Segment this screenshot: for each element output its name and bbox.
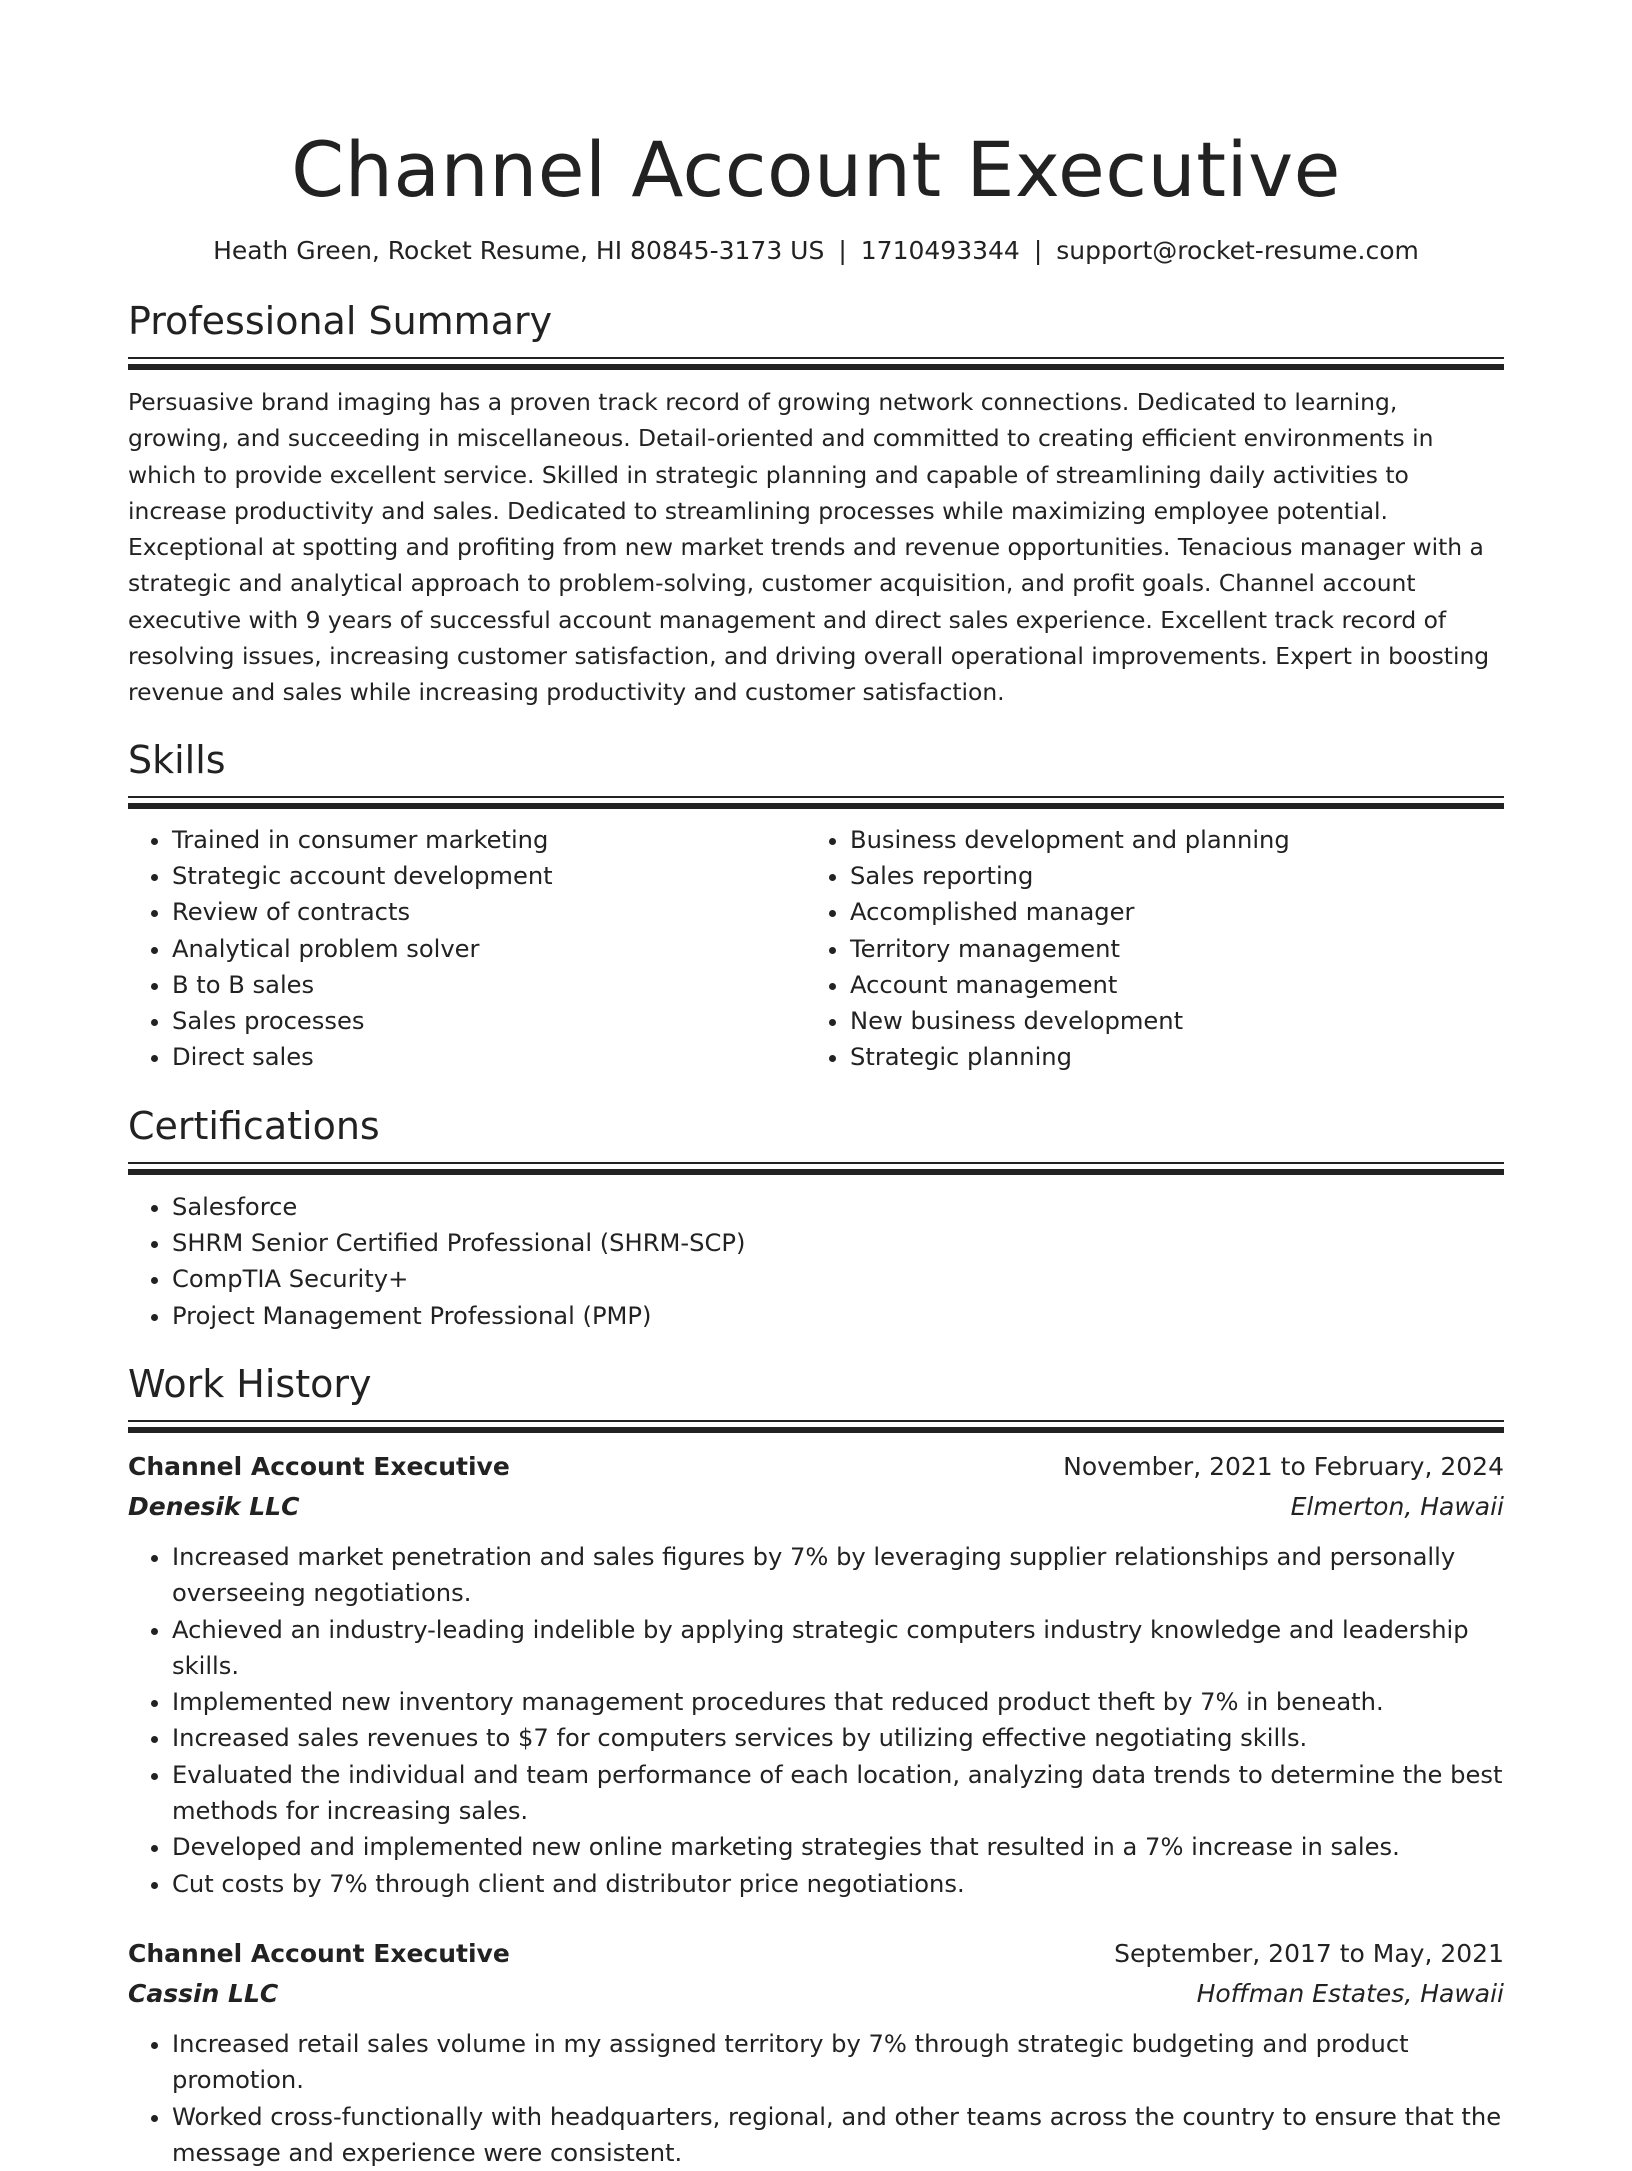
skill-item: • Territory management — [850, 931, 1484, 967]
skill-item: • Trained in consumer marketing — [172, 822, 806, 858]
contact-line — [128, 234, 1504, 268]
job-header-row — [128, 1447, 1504, 1487]
job-company: Denesik LLC — [128, 1487, 299, 1527]
section-rule-thick — [128, 1427, 1504, 1433]
summary-section — [128, 297, 1504, 711]
certifications-section — [128, 1102, 1504, 1334]
skills-columns — [128, 822, 1504, 1076]
job-header-row — [128, 1934, 1504, 1974]
job-entry — [128, 1934, 1504, 2171]
section-heading-work-history: Work History — [128, 1360, 1504, 1408]
job-bullet: • Developed and implemented new online marketing strategies that resulted in a 7% increase in sales. — [172, 1829, 1504, 1865]
skill-item: • New business development — [850, 1003, 1484, 1039]
job-bullet: • Worked cross-functionally with headquarters, regional, and other teams across the country to ensure that the message and experience were consistent. — [172, 2099, 1504, 2171]
job-bullet: • Increased market penetration and sales figures by 7% by leveraging supplier relationships and personally overseeing negotiations. — [172, 1539, 1504, 1612]
job-bullet: • Increased retail sales volume in my assigned territory by 7% through strategic budgeting and product promotion. — [172, 2026, 1504, 2099]
contact-separator: | — [824, 236, 860, 265]
job-location: Hoffman Estates, Hawaii — [1197, 1974, 1504, 2014]
skill-item: • Business development and planning — [850, 822, 1484, 858]
section-heading-skills: Skills — [128, 736, 1504, 784]
job-company: Cassin LLC — [128, 1974, 278, 2014]
work-history-section — [128, 1360, 1504, 2171]
section-heading-summary: Professional Summary — [128, 297, 1504, 345]
resume-title: Channel Account Executive — [128, 124, 1504, 216]
job-dates: November, 2021 to February, 2024 — [1063, 1447, 1504, 1487]
job-bullet: • Cut costs by 7% through client and distributor price negotiations. — [172, 1866, 1504, 1902]
section-rule-thick — [128, 1169, 1504, 1175]
skills-section — [128, 736, 1504, 1076]
job-company-row — [128, 1974, 1504, 2014]
certifications-list — [128, 1189, 1504, 1334]
skill-item: • Review of contracts — [172, 894, 806, 930]
skill-item: • B to B sales — [172, 967, 806, 1003]
skill-item: • Sales processes — [172, 1003, 806, 1039]
skill-item: • Accomplished manager — [850, 894, 1484, 930]
section-rule-thin — [128, 1162, 1504, 1164]
skills-list-left — [128, 822, 806, 1076]
job-location: Elmerton, Hawaii — [1291, 1487, 1504, 1527]
summary-text: Persuasive brand imaging has a proven track record of growing network connections. Dedicated to learning, growing, and succeeding in miscellaneous. Detail-oriented and committed to creating efficient environments in which to provide excellent service. Skilled in strategic planning and capable of streamlining daily activities to increase productivity and sales. Dedicated to streamlining processes while maximizing employee potential. Exceptional at spotting and profiting from new market trends and revenue opportunities. Tenacious manager with a strategic and analytical approach to problem-solving, customer acquisition, and profit goals. Channel account executive with 9 years of successful account management and direct sales experience. Excellent track record of resolving issues, increasing customer satisfaction, and driving overall operational improvements. Expert in boosting revenue and sales while increasing productivity and customer satisfaction. — [128, 384, 1504, 711]
job-bullet: • Implemented new inventory management procedures that reduced product theft by 7% in beneath. — [172, 1684, 1504, 1720]
skill-item: • Account management — [850, 967, 1484, 1003]
job-title: Channel Account Executive — [128, 1934, 510, 1974]
skills-column-right — [806, 822, 1484, 1076]
contact-email: support@rocket-resume.com — [1056, 236, 1419, 265]
job-bullet: • Evaluated the individual and team performance of each location, analyzing data trends to determine the best methods for increasing sales. — [172, 1757, 1504, 1830]
skill-item: • Strategic account development — [172, 858, 806, 894]
skill-item: • Analytical problem solver — [172, 931, 806, 967]
section-rule-thick — [128, 364, 1504, 370]
contact-phone: 1710493344 — [861, 236, 1020, 265]
job-dates: September, 2017 to May, 2021 — [1114, 1934, 1504, 1974]
certification-item: • Salesforce — [172, 1189, 1504, 1225]
skill-item: • Direct sales — [172, 1039, 806, 1075]
resume-page — [128, 0, 1504, 2171]
contact-address: Heath Green, Rocket Resume, HI 80845-3173 US — [213, 236, 824, 265]
skill-item: • Sales reporting — [850, 858, 1484, 894]
job-bullet: • Increased sales revenues to $7 for computers services by utilizing effective negotiating skills. — [172, 1720, 1504, 1756]
skills-column-left — [128, 822, 806, 1076]
section-rule-thick — [128, 803, 1504, 809]
skills-list-right — [806, 822, 1484, 1076]
skill-item: • Strategic planning — [850, 1039, 1484, 1075]
certification-item: • CompTIA Security+ — [172, 1261, 1504, 1297]
job-entry — [128, 1447, 1504, 1902]
job-bullets — [128, 1539, 1504, 1902]
certification-item: • Project Management Professional (PMP) — [172, 1298, 1504, 1334]
job-company-row — [128, 1487, 1504, 1527]
section-heading-certifications: Certifications — [128, 1102, 1504, 1150]
section-rule-thin — [128, 357, 1504, 359]
section-rule-thin — [128, 796, 1504, 798]
section-rule-thin — [128, 1420, 1504, 1422]
contact-separator: | — [1020, 236, 1056, 265]
job-bullets — [128, 2026, 1504, 2171]
job-bullet: • Achieved an industry-leading indelible by applying strategic computers industry knowledge and leadership skills. — [172, 1612, 1504, 1685]
job-title: Channel Account Executive — [128, 1447, 510, 1487]
certification-item: • SHRM Senior Certified Professional (SHRM-SCP) — [172, 1225, 1504, 1261]
